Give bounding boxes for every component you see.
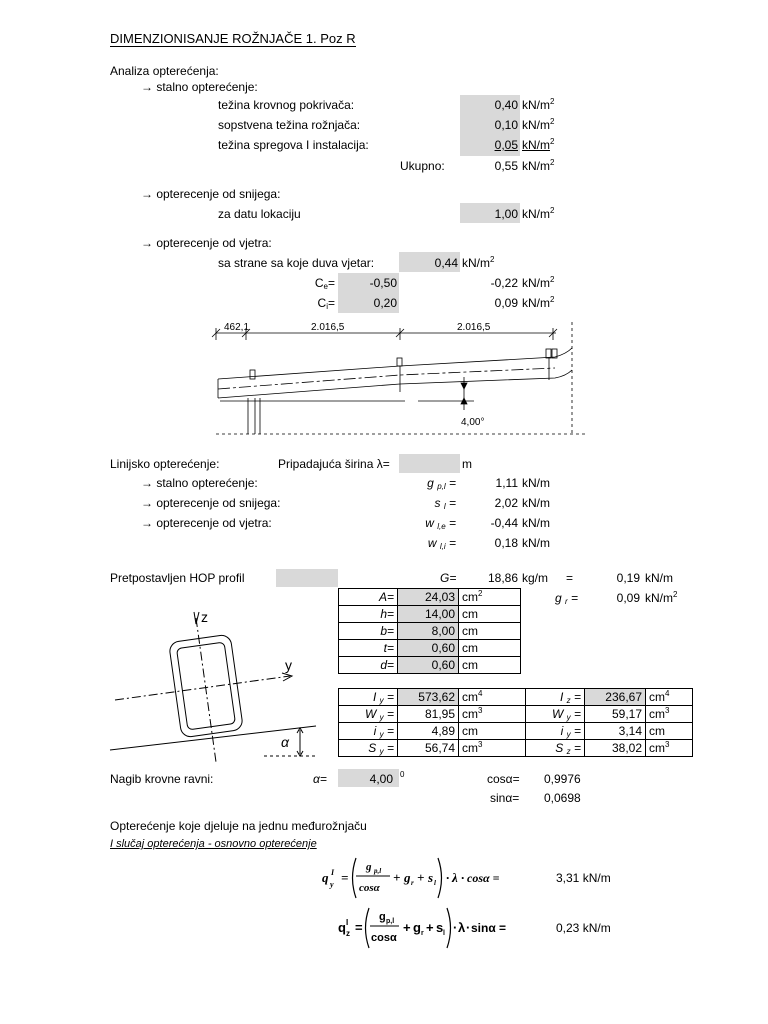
dead-item-unit: $kN/m^2$: [522, 97, 555, 112]
prop-y-value: 4,89: [398, 723, 459, 740]
table-row: [339, 606, 521, 623]
axis-z-label: z: [201, 609, 208, 625]
wind-value: 0,44: [434, 256, 458, 270]
analysis-heading: Analiza opterećenja:: [110, 64, 219, 78]
dead-item-unit: $kN/m^2$: [522, 117, 555, 132]
dead-load-label: → stalno opterećenje:: [141, 80, 258, 94]
prop-y-unit: cm: [459, 723, 526, 740]
prop-z-unit: cm: [646, 723, 693, 740]
geom-label: t=: [339, 640, 398, 657]
table-row: [339, 640, 521, 657]
prop-z-unit: $cm^4$: [646, 689, 693, 706]
section-properties-table: [338, 688, 693, 757]
geom-label: d=: [339, 657, 398, 674]
svg-text:λ: λ: [452, 870, 458, 885]
svg-text:+: +: [417, 870, 425, 885]
svg-text:λ: λ: [458, 920, 466, 935]
svg-text:g: g: [413, 920, 421, 935]
svg-text:cosα: cosα: [359, 882, 380, 894]
dead-item-label: težina spregova I instalacija:: [218, 138, 369, 152]
prop-y-unit: $cm^3$: [459, 740, 526, 757]
qz-result: 0,23 kN/m: [556, 921, 611, 935]
cos-value: 0,9976: [544, 772, 581, 786]
dead-item-value: 0,40: [494, 98, 518, 112]
dim-label-1: 462,1: [224, 322, 250, 333]
prop-z-unit: $cm^3$: [646, 740, 693, 757]
geom-label: A=: [339, 589, 398, 606]
svg-text:I: I: [346, 918, 349, 927]
linear-row-value: 1,11: [495, 476, 518, 490]
linear-row-symbol: g $_{p,l}$ =: [427, 476, 456, 491]
dim-label-2: 2.016,5: [311, 322, 345, 333]
svg-text:·: ·: [446, 870, 450, 885]
snow-unit: $kN/m^2$: [522, 206, 555, 221]
prop-z-value: 59,17: [585, 706, 646, 723]
table-row: [339, 723, 693, 740]
svg-text:g: g: [379, 911, 386, 923]
svg-text:·: ·: [466, 920, 471, 935]
svg-text:+: +: [393, 870, 401, 885]
g-label: G=: [440, 571, 457, 585]
sin-value: 0,0698: [544, 791, 581, 805]
geom-unit: cm: [459, 640, 521, 657]
linear-row-unit: kN/m: [522, 516, 550, 530]
linear-row-label: → opterecenje od snijega:: [141, 496, 281, 510]
prop-z-label: I $_z$ =: [526, 689, 585, 706]
ci-value: 0,20: [373, 296, 397, 310]
linear-row-unit: kN/m: [522, 496, 550, 510]
prop-z-label: W $_y$ =: [526, 706, 585, 723]
prop-z-label: i $_y$ =: [526, 723, 585, 740]
svg-text:z: z: [346, 929, 350, 938]
alpha-unit: 0: [400, 770, 405, 779]
geom-value: 8,00: [398, 623, 459, 640]
svg-text:p,l: p,l: [386, 918, 395, 925]
angle-label: 4,00°: [461, 417, 485, 428]
prop-z-value: 3,14: [585, 723, 646, 740]
ci-unit: $kN/m^2$: [522, 295, 555, 310]
svg-text:r: r: [411, 879, 414, 887]
table-row: [339, 623, 521, 640]
linear-row-symbol: w $_{l,e}$ =: [425, 516, 456, 531]
svg-text:l: l: [443, 930, 445, 937]
table-row: [339, 689, 693, 706]
svg-text:·: ·: [461, 870, 465, 885]
axis-y-label: y: [285, 657, 292, 673]
svg-text:y: y: [330, 880, 334, 889]
g-value: 18,86: [487, 571, 518, 585]
dead-total-unit: $kN/m^2$: [522, 158, 555, 173]
geom-unit: cm: [459, 657, 521, 674]
qy-result: 3,31 kN/m: [556, 871, 611, 885]
table-row: [339, 657, 521, 674]
geom-unit: cm: [459, 606, 521, 623]
gr-value: 0,09: [616, 591, 640, 605]
linear-heading: Linijsko opterećenje:: [110, 457, 220, 471]
svg-text:+: +: [426, 920, 434, 935]
dead-item-value: 0,05: [494, 138, 518, 152]
svg-text:=: =: [341, 870, 349, 885]
dead-item-label: sopstvena težina rožnjača:: [218, 118, 361, 132]
linear-row-unit: kN/m: [522, 536, 550, 550]
svg-text:s: s: [428, 870, 434, 885]
linear-row-label: → stalno opterećenje:: [141, 476, 258, 490]
prop-y-unit: $cm^3$: [459, 706, 526, 723]
svg-text:=: =: [355, 920, 363, 935]
profile-input: [276, 569, 338, 587]
snow-value: 1,00: [494, 207, 518, 221]
prop-z-unit: $cm^3$: [646, 706, 693, 723]
g-kn-unit: kN/m: [645, 571, 673, 585]
linear-row-value: 0,18: [494, 536, 518, 550]
prop-y-value: 573,62: [398, 689, 459, 706]
tributary-width-label: Pripadajuća širina λ=: [278, 457, 390, 471]
wind-item-label: sa strane sa koje duva vjetar:: [218, 256, 375, 270]
prop-y-label: W $_y$ =: [339, 706, 398, 723]
geometry-table: [338, 588, 521, 674]
prop-y-label: S $_y$ =: [339, 740, 398, 757]
wind-load-label: → opterecenje od vjetra:: [141, 236, 272, 250]
geom-value: 0,60: [398, 657, 459, 674]
geom-value: 14,00: [398, 606, 459, 623]
prop-z-value: 38,02: [585, 740, 646, 757]
alpha-label: α=: [313, 772, 327, 786]
snow-load-label: → opterecenje od snijega:: [141, 187, 281, 201]
linear-row-value: 2,02: [494, 496, 518, 510]
profile-label: Pretpostavljen HOP profil: [110, 571, 245, 585]
geom-value: 24,03: [398, 589, 459, 606]
prop-y-value: 56,74: [398, 740, 459, 757]
prop-z-value: 236,67: [585, 689, 646, 706]
svg-text:s: s: [436, 920, 444, 935]
linear-row-symbol: w $_{l,i}$ =: [427, 536, 456, 551]
tributary-width-input: [399, 454, 460, 473]
geom-label: b=: [339, 623, 398, 640]
dead-total-label: Ukupno:: [400, 159, 445, 173]
page-title: DIMENZIONISANJE ROŽNJAČE 1. Poz R: [110, 31, 356, 46]
axis-alpha-label: α: [281, 734, 289, 750]
linear-row-symbol: s $_l$ =: [434, 496, 456, 511]
geom-unit: $cm^2$: [459, 589, 521, 606]
svg-text:cosα =: cosα =: [467, 871, 500, 885]
geom-value: 0,60: [398, 640, 459, 657]
svg-text:q: q: [338, 920, 346, 935]
ce-value: -0,50: [369, 276, 397, 290]
tributary-width-unit: m: [462, 457, 472, 471]
gr-unit: $kN/m^2$: [645, 590, 678, 605]
prop-y-label: i $_y$ =: [339, 723, 398, 740]
linear-row-value: -0,44: [490, 516, 518, 530]
linear-row-label: → opterecenje od vjetra:: [141, 516, 272, 530]
prop-y-value: 81,95: [398, 706, 459, 723]
load-case-label: I slučaj opterećenja - osnovno opterećenje: [110, 838, 317, 850]
svg-text:q: q: [322, 870, 329, 885]
ci-result: 0,09: [494, 296, 518, 310]
alpha-value: 4,00: [369, 772, 393, 786]
svg-text:g: g: [404, 870, 411, 885]
sin-label: sinα=: [490, 791, 520, 805]
table-row: [339, 589, 521, 606]
svg-text:cosα: cosα: [371, 932, 397, 944]
geom-unit: cm: [459, 623, 521, 640]
svg-text:I: I: [331, 868, 335, 877]
linear-row-unit: kN/m: [522, 476, 550, 490]
ce-result: -0,22: [490, 276, 518, 290]
prop-z-label: S $_z$ =: [526, 740, 585, 757]
g-unit: kg/m: [522, 571, 549, 585]
table-row: [339, 740, 693, 757]
dead-total-value: 0,55: [494, 159, 518, 173]
ce-label: $C_e=$: [314, 276, 335, 291]
svg-text:p,l: p,l: [374, 867, 382, 875]
g-kn-value: 0,19: [616, 571, 640, 585]
svg-text:g: g: [366, 861, 372, 873]
slope-label: Nagib krovne ravni:: [110, 772, 214, 786]
geom-label: h=: [339, 606, 398, 623]
table-row: [339, 706, 693, 723]
snow-item-label: za datu lokaciju: [218, 207, 301, 221]
gr-symbol: g $_r$ =: [554, 591, 578, 606]
equals-sign: =: [566, 571, 574, 585]
ci-label: $C_i=$: [317, 296, 335, 311]
prop-y-label: I $_y$ =: [339, 689, 398, 706]
wind-unit: $kN/m^2$: [462, 255, 495, 270]
prop-y-unit: $cm^4$: [459, 689, 526, 706]
dead-item-label: težina krovnog pokrivača:: [218, 98, 355, 112]
cos-label: cosα=: [487, 772, 520, 786]
dead-item-value: 0,10: [494, 118, 518, 132]
load-heading: Opterećenje koje djeluje na jednu međurožnjaču: [110, 819, 367, 833]
dead-item-unit: $kN/m^2$: [522, 137, 555, 152]
svg-text:r: r: [421, 930, 424, 937]
dim-label-3: 2.016,5: [457, 322, 491, 333]
svg-text:sinα =: sinα =: [471, 921, 507, 935]
svg-text:·: ·: [453, 920, 458, 935]
ce-unit: $kN/m^2$: [522, 275, 555, 290]
svg-text:l: l: [434, 879, 436, 887]
svg-text:+: +: [403, 920, 411, 935]
